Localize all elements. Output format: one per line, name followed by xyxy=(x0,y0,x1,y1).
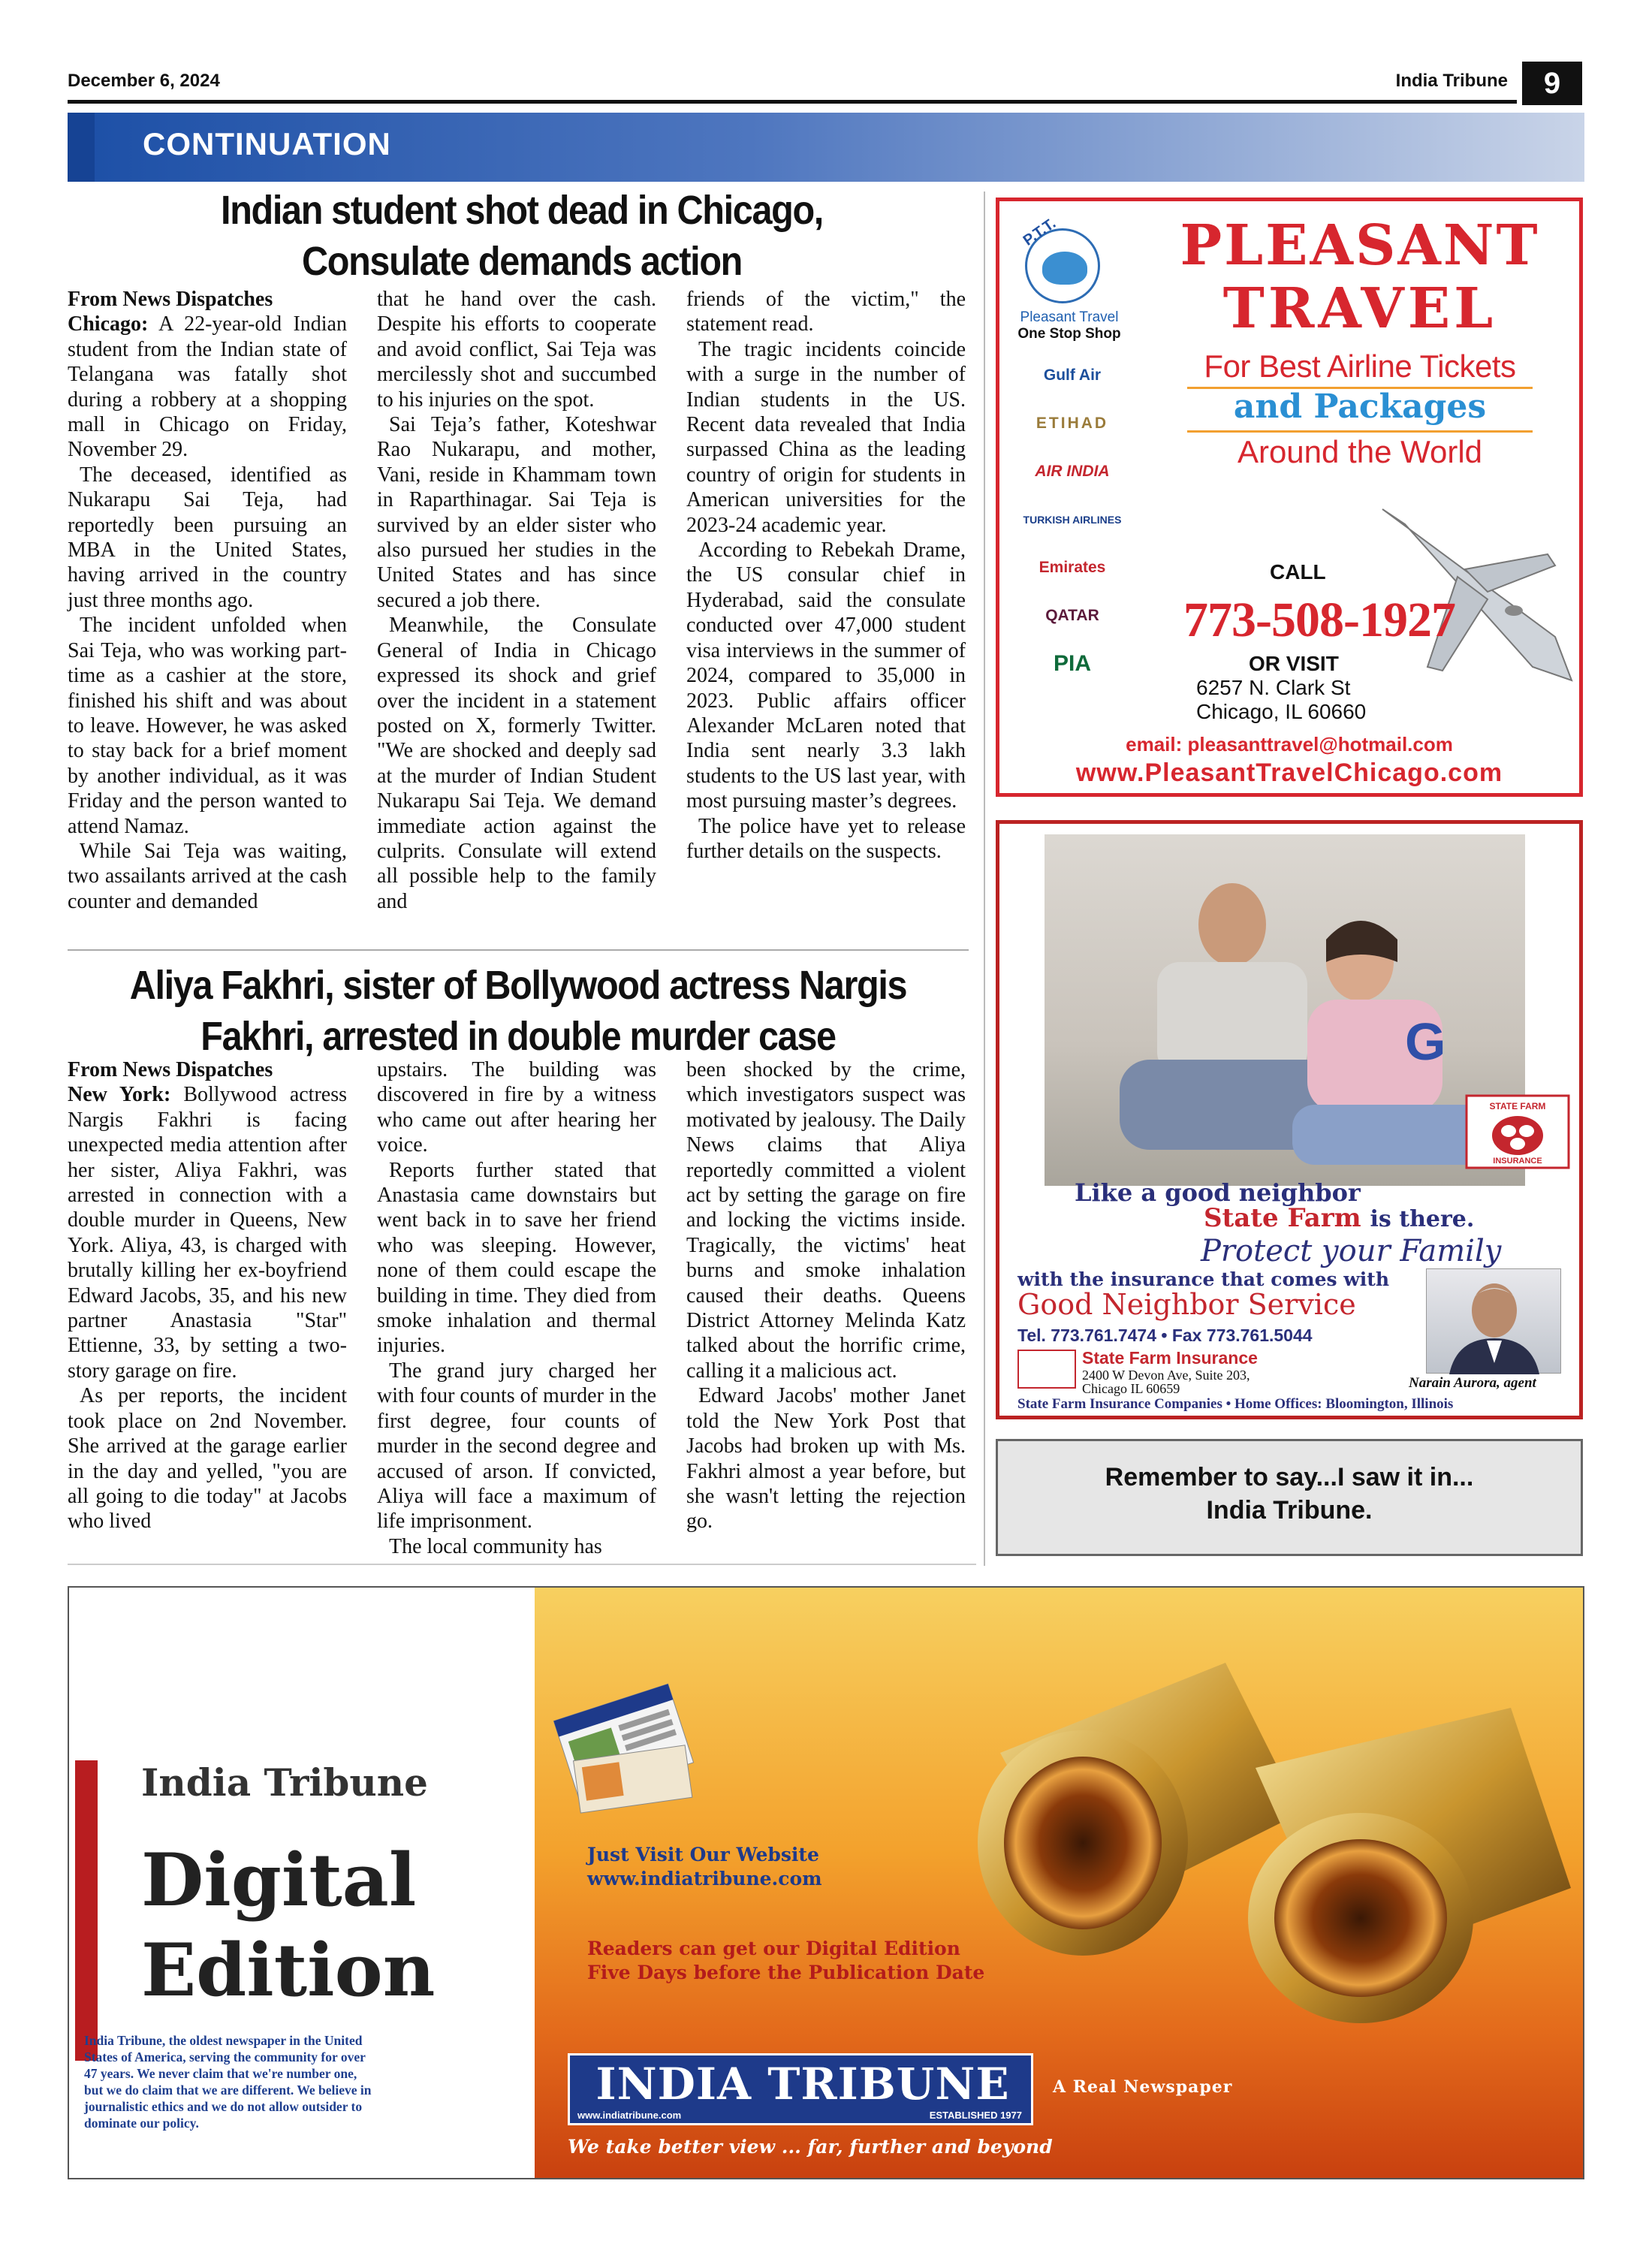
visit-website[interactable] xyxy=(587,1843,822,1891)
publication-name: India Tribune xyxy=(1395,71,1508,91)
logo-initials: P.T.T. xyxy=(1020,215,1060,249)
newspaper-stack-icon xyxy=(550,1670,700,1820)
sf-agent: Narain Aurora, agent xyxy=(1409,1375,1536,1391)
digital-ad-title: India Tribune xyxy=(141,1760,428,1805)
article2-paragraph: The local community has xyxy=(389,1534,602,1558)
travel-email[interactable]: email: pleasanttravel@hotmail.com xyxy=(1126,733,1453,756)
sf-phone[interactable]: Tel. 773.761.7474 • Fax 773.761.5044 xyxy=(1017,1326,1313,1345)
article1-paragraph: The police have yet to release further details on the suspects. xyxy=(686,814,966,863)
article1-dateline: Chicago: xyxy=(68,312,149,336)
visit-url[interactable]: www.indiatribune.com xyxy=(587,1868,822,1890)
article2-paragraph: As per reports, the incident took place on 2nd November. She arrived at the garage earlier in the day and yelled, "you are all going to die today" at Jacobs who lived xyxy=(68,1384,347,1534)
article1-headline-line1: Indian student shot dead in Chicago, xyxy=(221,188,823,233)
sf-footer: State Farm Insurance Companies • Home Offices: Bloomington, Illinois xyxy=(1017,1396,1454,1412)
article2-dateline: New York: xyxy=(68,1083,171,1107)
article1-paragraph: While Sai Teja was waiting, two assailants arrived at the cash counter and demanded xyxy=(68,839,347,913)
article2-paragraph: Bollywood actress Nargis Fakhri is facing unexpected media attention after her sister, Aliya Fakhri, was arrested in connection with a double murder in Queens, New York. Aliya, 43, is charged with brutally killing her ex-boyfriend Edward Jacobs, 35, and his new partner Anastasia "Star" Ettienne, 33, by setting a two-story garage on fire. xyxy=(68,1083,348,1383)
divider xyxy=(1187,430,1533,433)
accent-bar xyxy=(75,1760,98,2061)
airline-logo-icon: AIR INDIA xyxy=(1035,463,1110,480)
travel-phone[interactable]: 773-508-1927 xyxy=(1183,593,1455,647)
article-divider xyxy=(68,949,969,951)
travel-line-2: and Packages xyxy=(1233,388,1487,426)
logo-name: INDIA TRIBUNE xyxy=(595,2058,1010,2110)
article2-byline: From News Dispatches xyxy=(68,1058,273,1081)
article2-column-3 xyxy=(686,1057,966,1534)
ad-tagline: We take better view ... far, further and beyond xyxy=(568,2136,1053,2158)
call-label: CALL xyxy=(1270,560,1326,584)
article1-paragraph: The tragic incidents coincide with a surge in the number of Indian students in the US. Recent data revealed that India surpassed China as the leading country of origin for students in American universities for the 2023-24 academic year. xyxy=(686,337,966,537)
readers-note xyxy=(587,1937,984,1985)
pleasant-travel-ad[interactable] xyxy=(996,198,1583,797)
airline-logo-icon: Emirates xyxy=(1039,559,1106,576)
india-tribune-logo xyxy=(568,2053,1033,2125)
or-visit-label: OR VISIT xyxy=(1249,652,1339,675)
couple-photo xyxy=(1045,834,1525,1186)
couple-illustration-icon xyxy=(1045,834,1525,1186)
readers-line-2: Five Days before the Publication Date xyxy=(587,1962,985,1983)
article1-paragraph: friends of the victim," the statement read. xyxy=(686,288,966,336)
sf-address-1: 2400 W Devon Ave, Suite 203, xyxy=(1082,1368,1250,1383)
readers-line-1: Readers can get our Digital Edition xyxy=(587,1938,960,1959)
airline-logo-icon: Gulf Air xyxy=(1043,366,1102,384)
state-farm-logo-icon xyxy=(1465,1094,1570,1169)
article2-headline-line2: Fakhri, arrested in double murder case xyxy=(200,1014,836,1059)
article2-column-1 xyxy=(68,1057,347,1534)
article1-column-3 xyxy=(686,287,966,864)
article1-column-2 xyxy=(377,287,656,914)
travel-line-3: Around the World xyxy=(1237,434,1483,469)
article1-paragraph: Meanwhile, the Consulate General of India in Chicago expressed its shock and grief over the incident in a statement posted on X, formerly Twitter. "We are shocked and deeply sad at the murder of Indian Student Nukarapu Sai Teja. We demand immediate action against the culprits. Consulate will extend all possible help to the family and xyxy=(377,614,656,913)
logo-established: ESTABLISHED 1977 xyxy=(929,2110,1022,2121)
remember-line-2: India Tribune. xyxy=(1206,1496,1373,1525)
agent-portrait xyxy=(1426,1268,1561,1374)
issue-date: December 6, 2024 xyxy=(68,71,220,91)
sf-line-5: Good Neighbor Service xyxy=(1017,1288,1356,1321)
state-farm-ad[interactable] xyxy=(996,820,1583,1419)
article2-paragraph: The grand jury charged her with four counts of murder in the first degree, four counts of murder in the second degree and accused of arson. If convicted, Aliya will face a maximum of life imprisonment. xyxy=(377,1359,656,1534)
article1-column-1 xyxy=(68,287,347,914)
travel-title-1: PLEASANT xyxy=(1180,213,1540,278)
state-farm-logo-bottom: INSURANCE xyxy=(1493,1157,1542,1166)
airline-logo-icon: ETIHAD xyxy=(1036,415,1109,432)
article1-headline-line2: Consulate demands action xyxy=(301,239,743,284)
page-number: 9 xyxy=(1522,62,1582,105)
article2-paragraph: Reports further stated that Anastasia came downstairs but went back in to save her friend who was sleeping. However, none of them could escape the building in time. They died from smoke inhalation and thermal injuries. xyxy=(377,1158,656,1358)
section-title: CONTINUATION xyxy=(143,126,391,161)
column-rule xyxy=(984,192,985,1566)
real-newspaper-label: A Real Newspaper xyxy=(1053,2077,1233,2097)
sf-address-2: Chicago IL 60659 xyxy=(1082,1381,1180,1396)
airline-logo-list xyxy=(1016,351,1129,688)
sf-slogan-2 xyxy=(1204,1203,1474,1233)
binoculars-icon xyxy=(940,1618,1578,2038)
logo-url: www.indiatribune.com xyxy=(577,2110,682,2121)
sf-slogan-1: Like a good neighbor xyxy=(1075,1178,1361,1207)
article1-paragraph: that he hand over the cash. Despite his efforts to cooperate and avoid conflict, Sai Teja was mercilessly shot and succumbed to his injuries on the spot. xyxy=(377,288,656,412)
article2-headline xyxy=(113,960,924,1062)
agent-photo-icon xyxy=(1427,1269,1562,1374)
state-farm-small-logo-icon xyxy=(1017,1350,1076,1389)
travel-address-line2: Chicago, IL 60660 xyxy=(1196,700,1367,723)
sf-company: State Farm Insurance xyxy=(1082,1348,1258,1368)
sf-slogan-2b: is there. xyxy=(1370,1206,1475,1232)
digital-word: Digital xyxy=(141,1838,417,1923)
visit-line-1: Just Visit Our Website xyxy=(587,1844,819,1865)
state-farm-logo-top: STATE FARM xyxy=(1489,1101,1546,1111)
airline-logo-icon: TURKISH AIRLINES xyxy=(1023,514,1122,526)
bottom-rule xyxy=(68,1564,976,1565)
remember-line-1: Remember to say...I saw it in... xyxy=(1105,1463,1474,1491)
sf-protect: Protect your Family xyxy=(1201,1234,1502,1268)
article2-paragraph: Edward Jacobs' mother Janet told the New York Post that Jacobs had broken up with Ms. Fakhri almost a year before, but she wasn't letting the rejection go. xyxy=(686,1384,966,1534)
digital-ad-blurb: India Tribune, the oldest newspaper in the United States of America, serving the community for over 47 years. We never claim that we're number one, but we do claim that we are different. We believe in journalistic ethics and we do not allow outsider to dominate our policy. xyxy=(84,2033,372,2131)
travel-website[interactable]: www.PleasantTravelChicago.com xyxy=(1075,759,1503,787)
article2-paragraph: been shocked by the crime, which investigators suspect was motivated by jealousy. The Daily News claims that Aliya reportedly committed a violent act by setting the garage on fire and locking the victims inside. Tragically, the victims' heat burns and smoke inhalation caused their deaths. Queens District Attorney Melinda Katz talked about the horrific crime, calling it a malicious act. xyxy=(686,1058,966,1383)
page-header xyxy=(68,66,1517,104)
travel-line-1: For Best Airline Tickets xyxy=(1204,348,1516,384)
sf-slogan-2a: State Farm xyxy=(1204,1203,1361,1233)
article1-paragraph: According to Rebekah Drame, the US consular chief in Hyderabad, said the consulate conducted over 47,000 student visa interviews in the summer of 2024, compared to 35,000 in 2023. Public affairs officer Alexander McLaren noted that India sent nearly 3.3 lakh students to the US last year, with most pursuing master’s degrees. xyxy=(686,538,966,813)
article2-paragraph: upstairs. The building was discovered in fire by a witness who came out after hearing her voice. xyxy=(377,1058,656,1157)
article1-paragraph: Sai Teja’s father, Koteshwar Rao Nukarapu, and mother, Vani, reside in Khammam town in Raparthinagar. Sai Teja is survived by an elder sister who also pursued her studies in the United States and has since secured a job there. xyxy=(377,413,656,612)
airline-logo-icon: QATAR xyxy=(1045,607,1099,624)
remember-box xyxy=(996,1439,1583,1556)
travel-address-line1: 6257 N. Clark St xyxy=(1196,676,1351,699)
article1-paragraph: A 22-year-old Indian student from the Indian state of Telangana was fatally shot during a robbery at a shopping mall in Chicago on Friday, November 29. xyxy=(68,312,347,462)
article2-headline-line1: Aliya Fakhri, sister of Bollywood actress Nargis xyxy=(129,963,907,1008)
section-band xyxy=(68,113,1584,182)
edition-word: Edition xyxy=(141,1928,436,2013)
article1-headline xyxy=(147,185,897,287)
digital-edition-ad[interactable] xyxy=(68,1586,1584,2179)
article1-paragraph: The incident unfolded when Sai Teja, who was working part-time as a cashier at the store, finished his shift and was about to leave. However, he was asked to stay back for a brief moment by another individual, as it was Friday and the person wanted to attend Namaz. xyxy=(68,614,347,838)
article1-byline: From News Dispatches xyxy=(68,288,273,311)
airline-logo-icon: PIA xyxy=(1053,651,1091,676)
article2-column-2 xyxy=(377,1057,656,1559)
travel-brand-tagline: One Stop Shop xyxy=(1017,326,1121,342)
article1-paragraph: The deceased, identified as Nukarapu Sai Teja, had reportedly been pursuing an MBA in the United States, having arrived in the country just three months ago. xyxy=(68,463,347,612)
travel-title-2: TRAVEL xyxy=(1222,276,1497,341)
sf-line-4: with the insurance that comes with xyxy=(1017,1268,1390,1290)
svg-text:G: G xyxy=(1405,1012,1446,1071)
travel-brand-name: Pleasant Travel xyxy=(1020,309,1119,325)
